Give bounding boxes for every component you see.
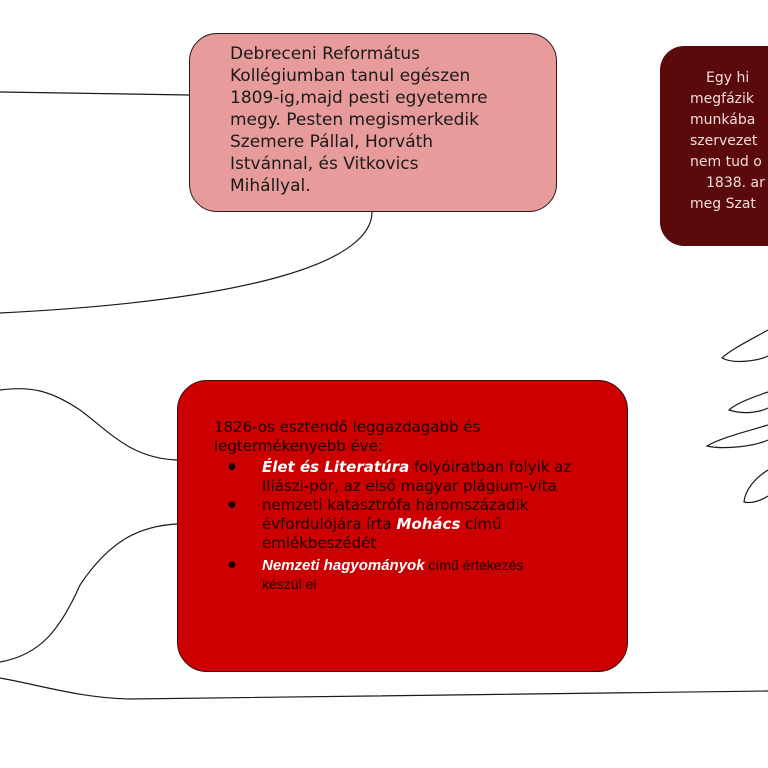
list-item [214, 556, 597, 594]
node-text-line: megy. Pesten megismerkedik [230, 110, 479, 130]
node-text-line: Egy hi [706, 70, 750, 86]
connector-right-2 [729, 392, 768, 413]
emphasis-title: Nemzeti hagyományok [262, 557, 425, 574]
item-text: emlékbeszédét [262, 534, 377, 552]
connector-right-4 [744, 470, 768, 503]
connector-bottom [0, 678, 768, 699]
node-text-line: Debreceni Református [230, 44, 420, 64]
node-1826[interactable] [177, 380, 628, 672]
connector-right-3 [707, 425, 768, 448]
connector-right-1 [722, 330, 768, 362]
bullet-list [214, 458, 597, 594]
node-text-line: Kollégiumban tanul egészen [230, 66, 471, 86]
list-item [214, 496, 597, 553]
connector-top-left [0, 92, 189, 95]
item-text: folyóiratban folyik az [409, 458, 572, 476]
intro-line: 1826-os esztendő leggazdagabb és [214, 418, 481, 436]
node-text-line: munkába [690, 112, 756, 128]
node-text-line: meg Szat [690, 196, 756, 212]
node-right-cutoff[interactable] [660, 46, 768, 246]
node-text-line: Istvánnal, és Vitkovics [230, 154, 419, 174]
node-text-line: szervezet [690, 133, 758, 149]
list-item [214, 458, 597, 496]
node-text-line: 1838. ar [706, 175, 765, 191]
node-kollegium[interactable] [189, 33, 557, 212]
item-text: évfordulójára írta [262, 515, 397, 533]
item-text: című [460, 515, 502, 533]
emphasis-title: Mohács [396, 515, 461, 533]
item-text: nemzeti katasztrófa háromszázadik [262, 496, 529, 514]
connector-mid-upper [0, 389, 177, 460]
emphasis-title: Élet és Literatúra [262, 458, 410, 476]
node-intro [214, 418, 597, 456]
item-text: Iliászi-pör, az első magyar plágium-vita [262, 477, 557, 495]
node-text-line: nem tud o [690, 154, 762, 170]
node-text-line: Szemere Pállal, Horváth [230, 132, 434, 152]
connector-top-bottom [0, 212, 372, 313]
node-text-line: Mihállyal. [230, 176, 311, 196]
intro-line: legtermékenyebb éve: [214, 437, 383, 455]
node-text-line: 1809-ig,majd pesti egyetemre [230, 88, 488, 108]
item-text: készül el [262, 576, 317, 592]
connector-mid-lower [0, 524, 177, 662]
item-text: című értekezés [424, 557, 524, 573]
node-text-line: megfázik [690, 91, 754, 107]
